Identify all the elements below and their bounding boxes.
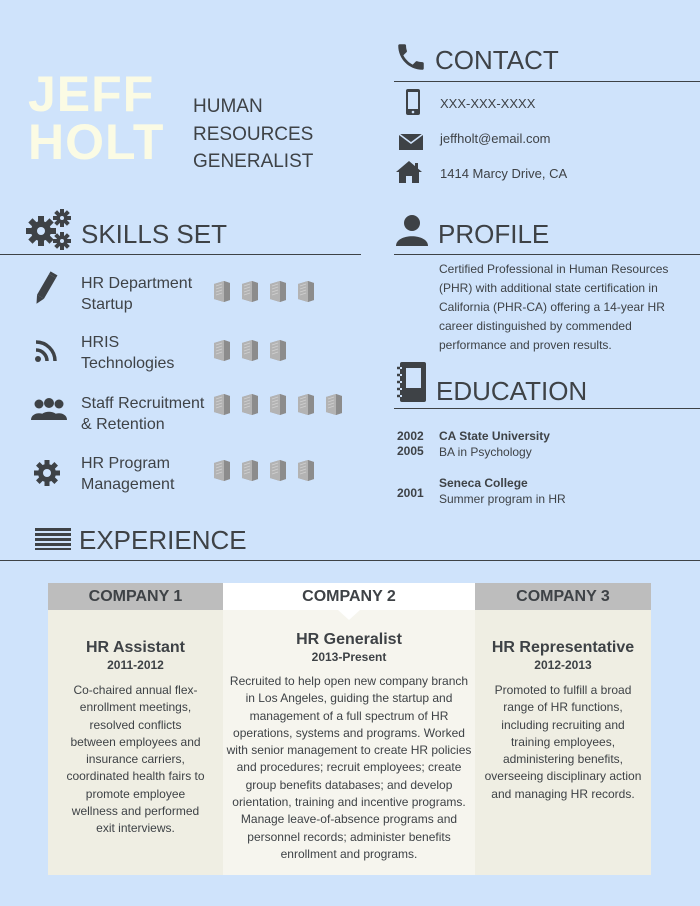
- book-icon: [240, 393, 260, 415]
- job-role: [193, 93, 313, 176]
- list-lines-icon: [35, 528, 71, 554]
- education-title: EDUCATION: [436, 376, 588, 406]
- home-icon: [395, 160, 423, 188]
- skills-divider: [0, 254, 361, 255]
- job-years-1: 2011-2012: [107, 658, 164, 672]
- book-icon: [296, 280, 316, 302]
- job-description-1: Co-chaired annual flex- enrollment meetings, resolved conflicts between employees and insurance carriers, coordinated health fairs to promote employee wellness and performed exit interviews.: [66, 683, 205, 836]
- phone-handset-icon: [394, 40, 430, 76]
- skill-label-2: HRIS Technologies: [81, 334, 175, 372]
- role-line-3: GENERALIST: [193, 151, 314, 172]
- contact-divider: [394, 81, 700, 82]
- contact-phone-row: [405, 91, 425, 117]
- contact-email[interactable]: jeffholt@email.com: [440, 131, 551, 146]
- skill-label-4: HR Program Management: [81, 455, 175, 493]
- contact-title: CONTACT: [435, 45, 559, 75]
- education-year-2: 2001: [397, 486, 424, 500]
- people-icon: [31, 398, 67, 424]
- experience-divider: [0, 560, 700, 561]
- job-description-3: Promoted to fulfill a broad range of HR functions, including recruiting and training employees, administering benefits, overseeing disciplinary action and managing HR records.: [484, 683, 642, 801]
- skill-rating-2: [212, 339, 288, 361]
- candidate-name: [28, 66, 165, 170]
- first-name: JEFF: [28, 66, 155, 122]
- skill-rating-3: [212, 393, 344, 415]
- book-icon: [268, 459, 288, 481]
- education-school-1: CA State University: [439, 429, 550, 443]
- envelope-icon: [399, 134, 423, 154]
- book-icon: [268, 393, 288, 415]
- education-years-1: 2002 2005: [397, 429, 424, 458]
- contact-phone: XXX-XXX-XXXX: [440, 96, 536, 111]
- skill-rating-4: [212, 459, 316, 481]
- gear-icon: [33, 459, 61, 491]
- education-detail-1: BA in Psychology: [439, 445, 532, 459]
- book-icon: [268, 280, 288, 302]
- rss-icon: [34, 339, 58, 367]
- job-title-2: HR Generalist: [296, 631, 402, 648]
- active-tab-pointer: [338, 610, 360, 620]
- role-line-2: RESOURCES: [193, 123, 314, 145]
- contact-address: 1414 Marcy Drive, CA: [440, 166, 568, 181]
- person-icon: [396, 214, 428, 250]
- tab-company-1[interactable]: COMPANY 1: [48, 583, 223, 610]
- profile-title: PROFILE: [438, 219, 550, 249]
- book-icon: [240, 280, 260, 302]
- experience-title: EXPERIENCE: [79, 525, 247, 555]
- book-icon: [240, 339, 260, 361]
- book-icon: [296, 393, 316, 415]
- book-icon: [212, 339, 232, 361]
- book-icon: [296, 459, 316, 481]
- mobile-phone-icon: [405, 89, 425, 119]
- company-2-panel: [223, 610, 475, 875]
- skill-label-3: Staff Recruitment & Retention: [81, 395, 205, 433]
- tab-company-2[interactable]: COMPANY 2: [223, 583, 475, 610]
- pencil-icon: [32, 271, 58, 311]
- profile-divider: [394, 254, 700, 255]
- job-title-3: HR Representative: [491, 639, 635, 656]
- profile-summary: Certified Professional in Human Resources (PHR) with additional state certification in California (PHR-CA) offering a 14-year HR career distinguished by commended performance and proven results.: [439, 262, 669, 352]
- education-entry-2: [439, 475, 566, 507]
- skill-rating-1: [212, 280, 316, 302]
- book-icon: [268, 339, 288, 361]
- book-icon: [212, 393, 232, 415]
- job-description-2: Recruited to help open new company branch in Los Angeles, guiding the startup and management of a full spectrum of HR operations, systems and programs. Worked with senior management to create HR policies and procedures; recruit employees; create group benefits databases; and develop orientation, training and incentive programs. Manage leave-of-absence programs and personnel records; administer benefits enrollment and programs.: [226, 674, 472, 861]
- book-icon: [240, 459, 260, 481]
- last-name: HOLT: [28, 114, 165, 170]
- book-icon: [212, 280, 232, 302]
- job-title-1: HR Assistant: [86, 639, 185, 656]
- skills-title: SKILLS SET: [81, 219, 227, 249]
- company-1-panel: [48, 610, 223, 875]
- job-years-2: 2013-Present: [311, 650, 387, 664]
- role-line-1: HUMAN: [193, 96, 263, 117]
- company-3-panel: [475, 610, 651, 875]
- education-school-2: Seneca College: [439, 476, 528, 490]
- book-icon: [212, 459, 232, 481]
- tab-company-3[interactable]: COMPANY 3: [475, 583, 651, 610]
- skill-label-1: HR Department Startup: [81, 275, 193, 313]
- education-entry-1: [439, 428, 550, 460]
- book-icon: [324, 393, 344, 415]
- education-detail-2: Summer program in HR: [439, 492, 566, 506]
- job-years-3: 2012-2013: [534, 658, 592, 672]
- notebook-icon: [396, 362, 428, 406]
- education-divider: [394, 408, 700, 409]
- gears-icon: [24, 208, 72, 256]
